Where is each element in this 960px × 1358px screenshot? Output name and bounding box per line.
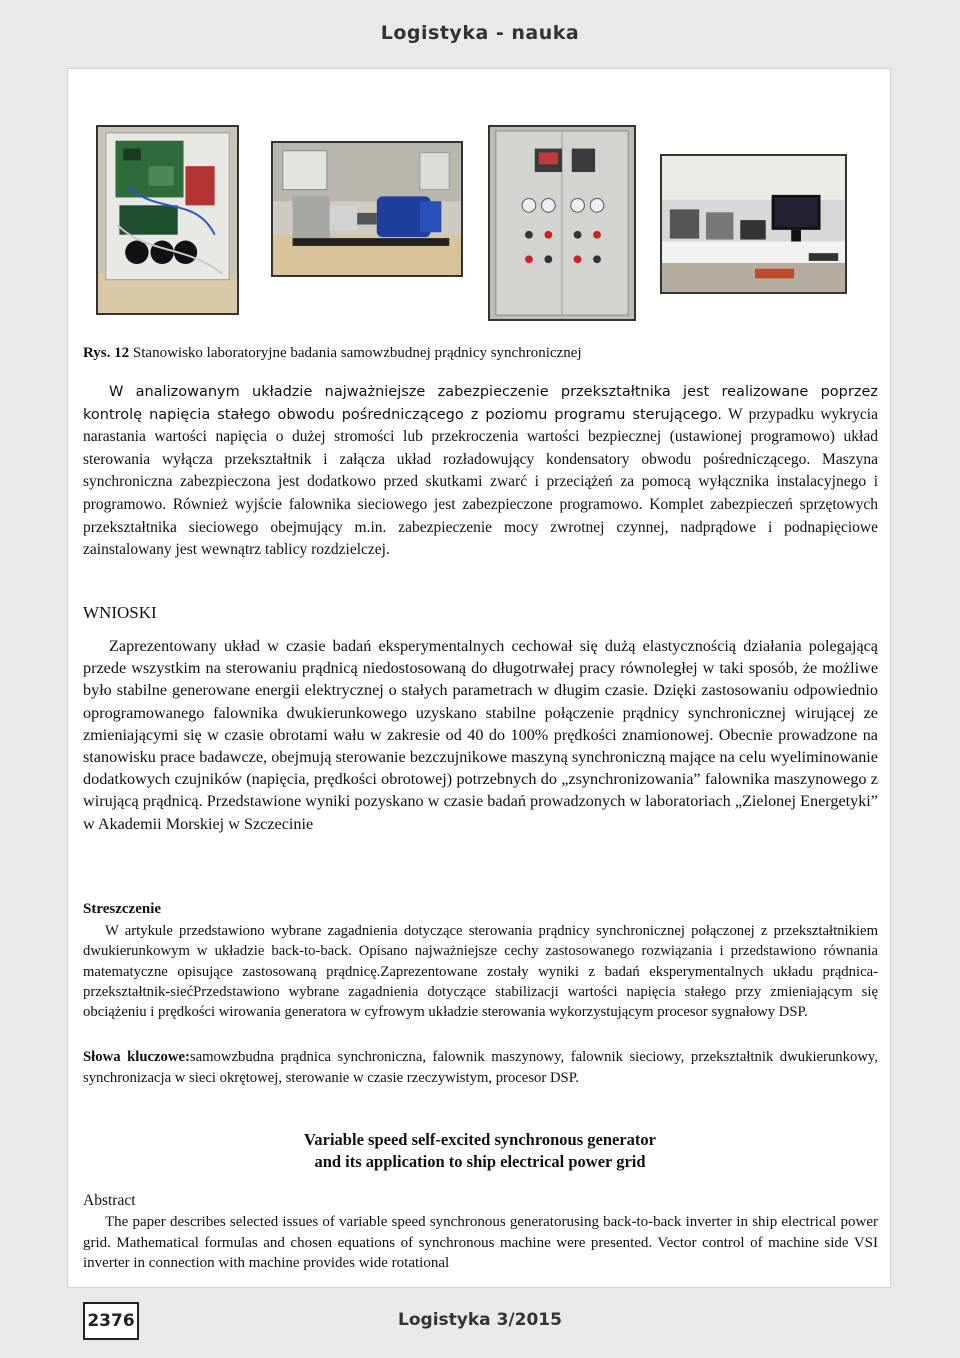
- paragraph-protection: [83, 381, 878, 562]
- page-content: [67, 68, 891, 1288]
- journal-issue: Logistyka 3/2015: [398, 1310, 562, 1330]
- page-number: 2376: [83, 1302, 139, 1340]
- paragraph-protection-lead: W analizowanym układzie najważniejsze zabezpieczenie przekształtnika jest realizowane poprzez kontrolę napięcia stałego obwodu pośredniczącego z poziomu programu sterującego.: [83, 384, 878, 423]
- figure-caption-text: Stanowisko laboratoryjne badania samowzbudnej prądnicy synchronicznej: [129, 345, 582, 361]
- keywords-label: Słowa kluczowe:: [83, 1049, 190, 1065]
- photo-control-cabinet: [488, 125, 636, 321]
- photo-generator-bench: [271, 141, 463, 277]
- photo-inverter-cabinet: [96, 125, 239, 315]
- paragraph-protection-rest: W przypadku wykrycia narastania wartości napięcia o dużej stromości lub przekroczenia wartości bezpiecznej (ustawionej programowo) układ sterowania wyłącza przekształtnik i załącza układ rozładowujący kondensatory obwodu pośredniczącego. Maszyna synchroniczna zabezpieczona jest dodatkowo przed skutkami zwarć i przeciążeń za pomocą wyłącznika instalacyjnego i programowo. Również wyjście falownika sieciowego jest zabezpieczone programowo. Komplet zabezpieczeń sprzętowych przekształtnika sieciowego obejmujący m.in. zabezpieczenie mocy zwrotnej czynnej, nadprądowe i podnapięciowe zainstalowany jest wewnątrz tablicy rozdzielczej.: [83, 405, 878, 559]
- conclusions-text: Zaprezentowany układ w czasie badań eksperymentalnych cechował się dużą elastycznością działania polegającą przede wszystkim na sterowaniu prądnicą niedostosowaną do długotrwałej pracy równoległej w taki sposób, że możliwe było stabilne generowane energii elektrycznej o stałych parametrach w długim czasie. Dzięki zastosowaniu odpowiednio oprogramowanego falownika dwukierunkowego uzyskano stabilne połączenie prądnicy synchronicznej wirującej ze zmieniającymi się w czasie obrotami wału w zakresie od 40 do 100% prędkości znamionowej. Obecnie prowadzone na stanowisku prace badawcze, obejmują sterowanie bezczujnikowe maszyną synchroniczną mające na celu wyeliminowanie dodatkowych czujników (napięcia, prędkości obrotowej) potrzebnych do „zsynchronizowania” falownika maszynowego z wirującą prądnicą. Przedstawione wyniki pozyskano w czasie badań prowadzonych w laboratoriach „Zielonej Energetyki” w Akademii Morskiej w Szczecinie: [83, 637, 878, 833]
- abstract-heading: Abstract: [83, 1192, 136, 1209]
- english-title-line1: Variable speed self-excited synchronous generator: [304, 1130, 656, 1149]
- summary-heading: Streszczenie: [83, 901, 162, 917]
- conclusions-heading: WNIOSKI: [83, 603, 157, 622]
- english-title: [68, 1129, 891, 1173]
- journal-section-title: Logistyka - nauka: [380, 22, 580, 44]
- figure-label: Rys. 12: [83, 345, 130, 361]
- keywords-text: samowzbudna prądnica synchroniczna, falownik maszynowy, falownik sieciowy, przekształtnik dwukierunkowy, synchronizacja w sieci okrętowej, sterowanie w czasie rzeczywistym, procesor DSP.: [83, 1049, 878, 1086]
- summary-text: W artykule przedstawiono wybrane zagadnienia dotyczące sterowania prądnicy synchronicznej połączonej z przekształtnikiem dwukierunkowym w układzie back-to-back. Opisano najważniejsze cechy zastosowanego rozwiązania i przedstawiono równania matematyczne opisujące zastosowaną prądnicę.Zaprezentowane zostały wyniki z badań eksperymentalnych układu prądnica-przekształtnik-siećPrzedstawiono wybrane zagadnienia dotyczące stabilizacji wartości napięcia stałego przy zmieniającym się obciążeniu i prędkości wirowania generatora w cyfrowym układzie sterowania wykorzystującym procesor sygnałowy DSP.: [83, 923, 878, 1021]
- photo-laboratory: [660, 154, 847, 294]
- english-title-line2: and its application to ship electrical power grid: [314, 1152, 646, 1171]
- figure-caption: [83, 345, 883, 362]
- abstract-text: The paper describes selected issues of variable speed synchronous generatorusing back-to-back inverter in ship electrical power grid. Mathematical formulas and chosen equations of synchronous machine were presented. Vector control of machine side VSI inverter in connection with machine provides wide rotational: [83, 1214, 878, 1271]
- keywords-paragraph: [83, 1047, 878, 1088]
